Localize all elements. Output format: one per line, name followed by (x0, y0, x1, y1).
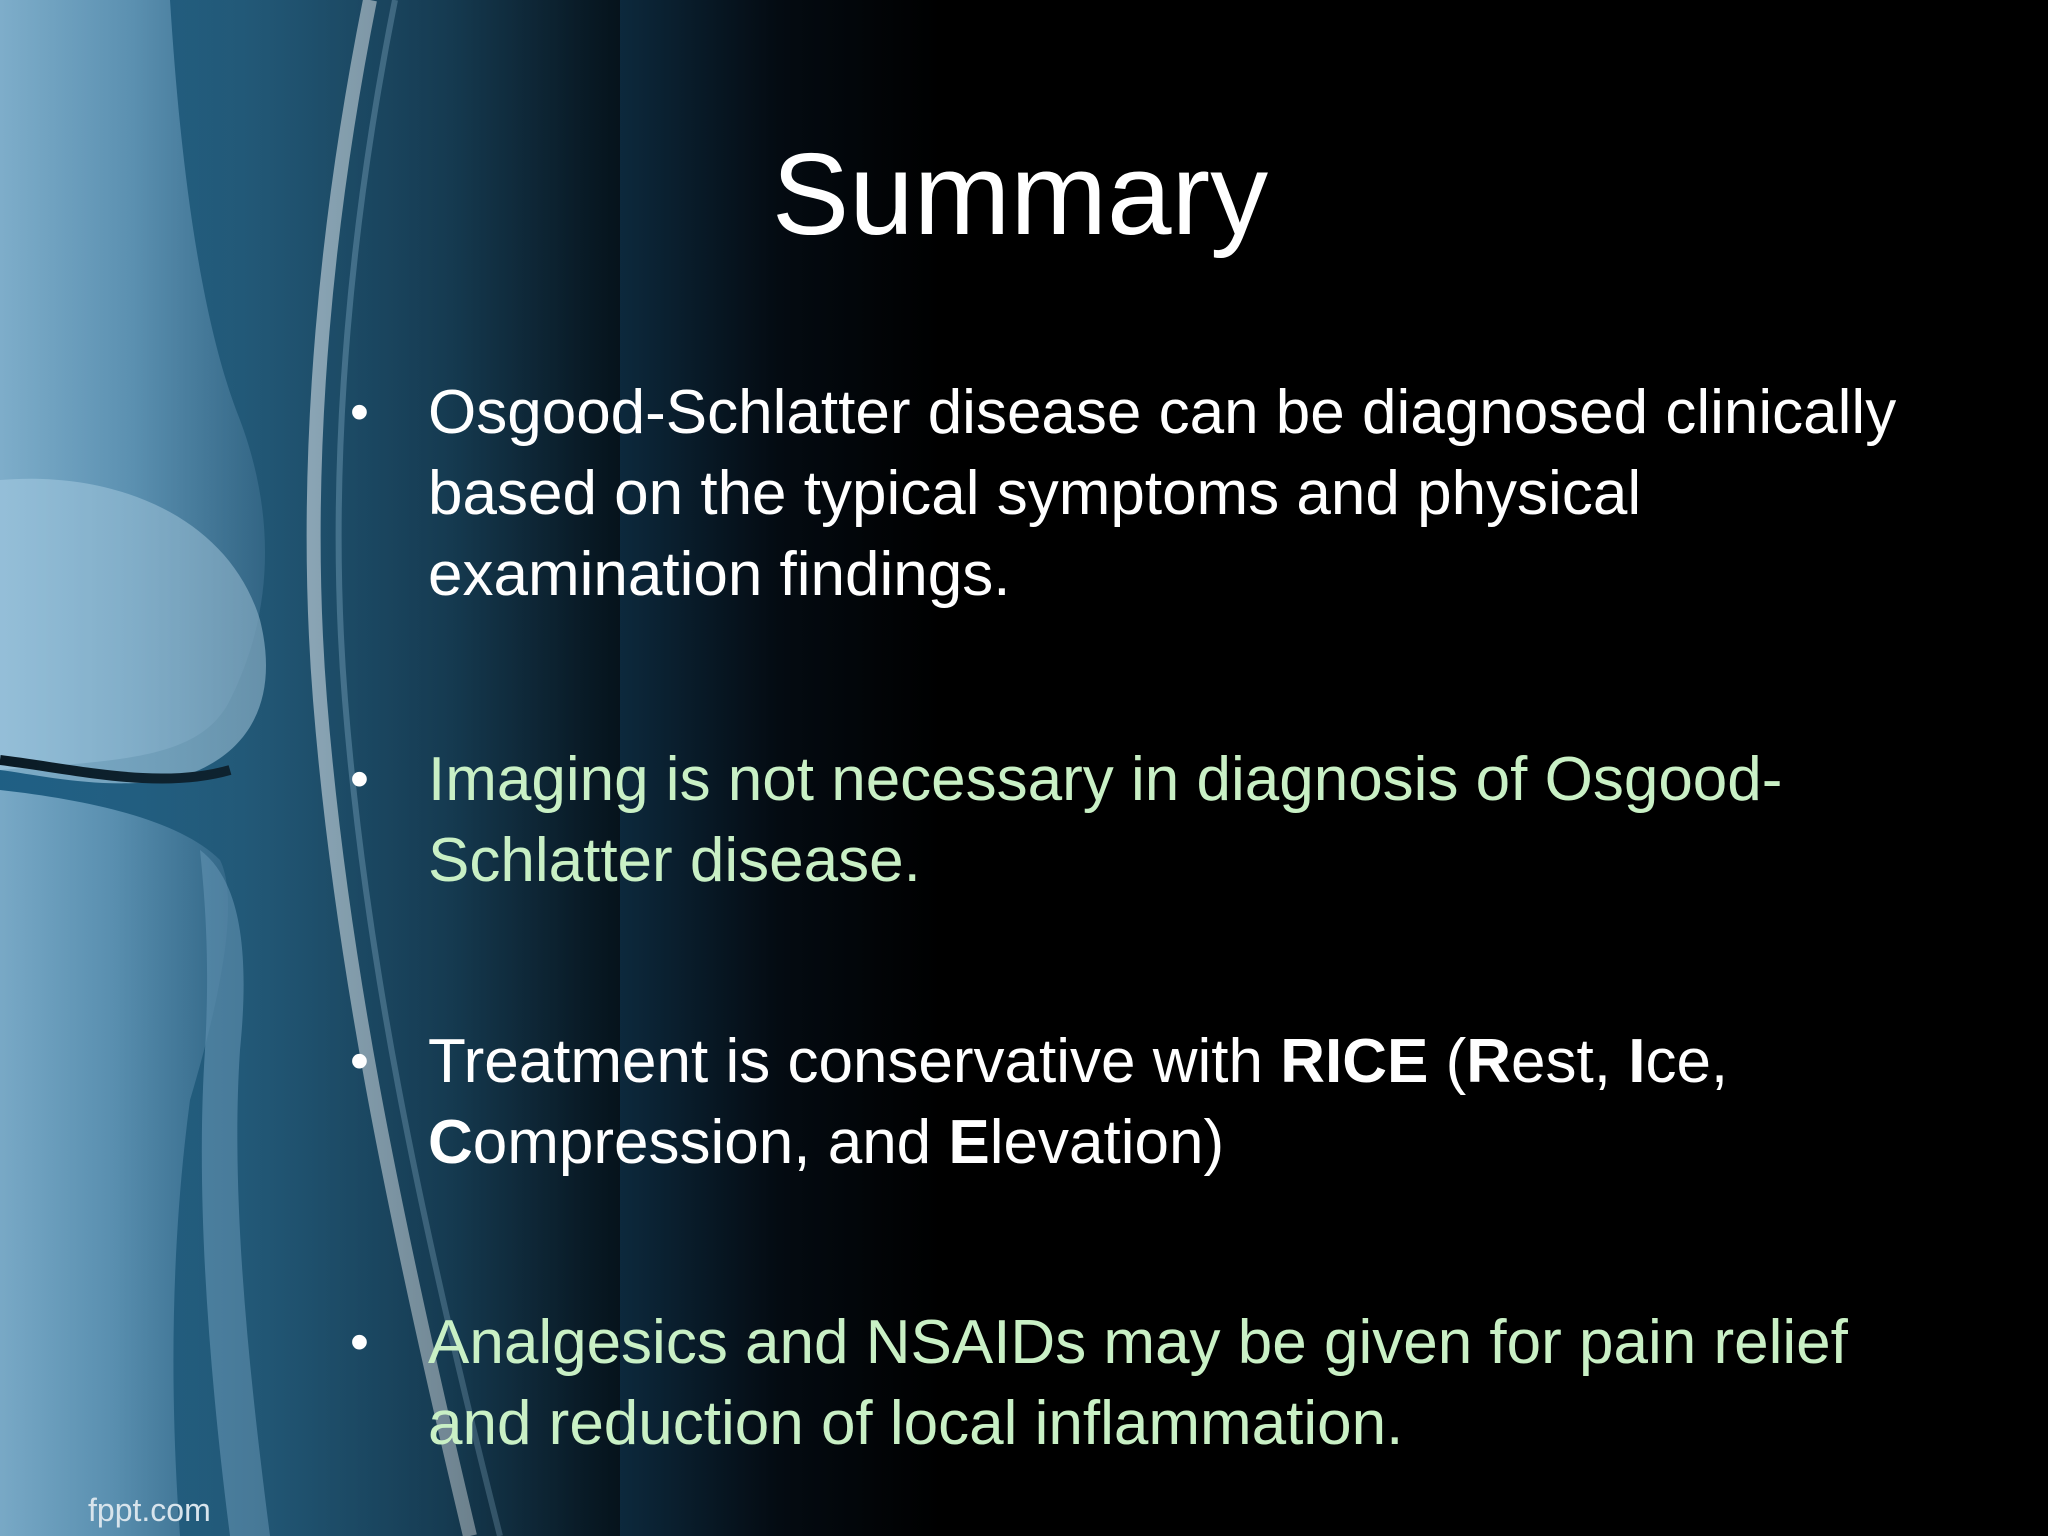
bullet-item (350, 1302, 1910, 1464)
brand-watermark: fppt.com (88, 1492, 211, 1528)
slide-title: Summary (771, 129, 1269, 259)
bullet-text: Analgesics and NSAIDs may be given for pain relief and reduction of local inflammation. (428, 1308, 1848, 1458)
bullet-marker: • (350, 749, 369, 809)
bullet-marker: • (350, 1031, 369, 1091)
bullet-marker: • (350, 1312, 369, 1372)
bullet-text: Imaging is not necessary in diagnosis of Osgood-Schlatter disease. (428, 745, 1783, 895)
bullet-item (350, 372, 1910, 615)
bullet-text: Treatment is conservative with RICE (Rest, Ice, Compression, and Elevation) (428, 1027, 1729, 1177)
bullet-marker: • (350, 382, 369, 442)
bullet-item (350, 739, 1910, 901)
bullet-list (350, 372, 1910, 1464)
bullet-text: Osgood-Schlatter disease can be diagnosed clinically based on the typical symptoms and physical examination findings. (428, 378, 1897, 609)
bullet-item (350, 1021, 1910, 1183)
